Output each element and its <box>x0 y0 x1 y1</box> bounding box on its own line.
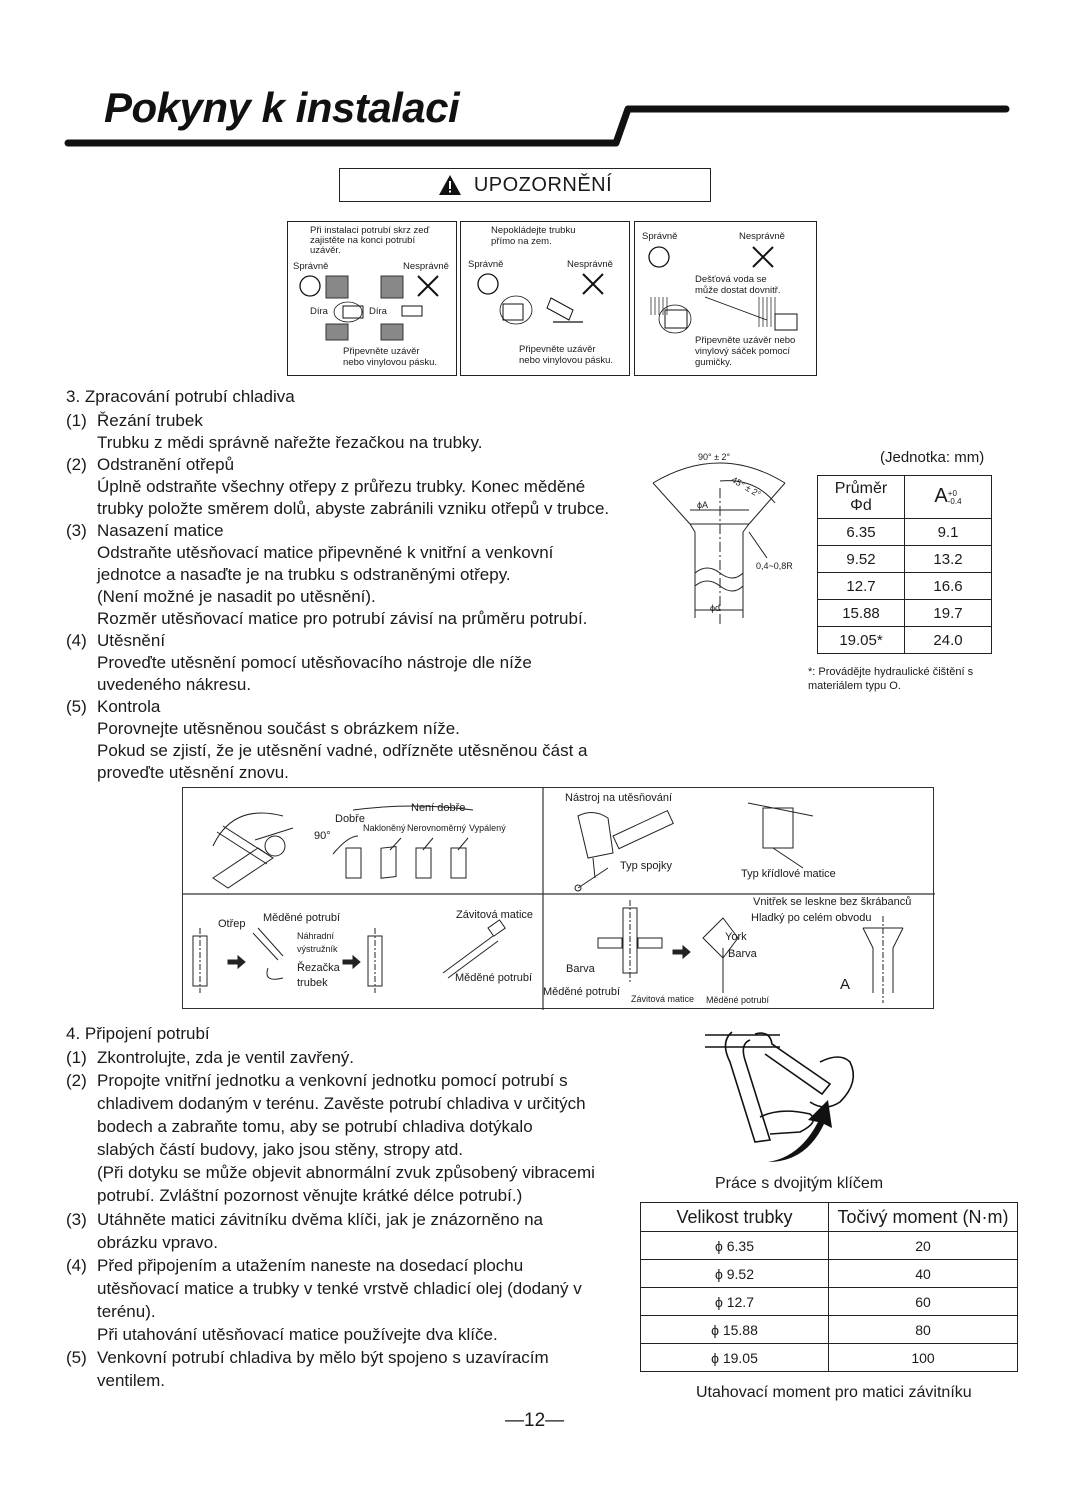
cell-torque: 60 <box>829 1288 1018 1316</box>
correct-label: Správně <box>468 259 504 270</box>
angle-half-label: 45° ± 2° <box>729 474 763 500</box>
reamer-label: Náhradní <box>297 931 335 941</box>
panel-caption-line: gumičky. <box>695 357 732 368</box>
section-3-heading: 3. Zpracování potrubí chladiva <box>66 387 295 406</box>
tools-title: Nástroj na utěsňování <box>565 792 673 804</box>
step-text: terénu). <box>97 1302 156 1321</box>
cell-torque: 40 <box>829 1260 1018 1288</box>
copper-pipe-label: Měděné potrubí <box>455 972 533 984</box>
cell-a: 19.7 <box>905 600 992 627</box>
good-label: Dobře <box>335 813 365 825</box>
correct-circle-icon <box>300 276 320 296</box>
step-text: Propojte vnitřní jednotku a venkovní jednotku pomocí potrubí s <box>97 1071 568 1090</box>
cell-diameter: 15.88 <box>818 600 905 627</box>
panel-text-line: uzávěr. <box>310 245 341 256</box>
rain-warning-line: Dešťová voda se <box>695 274 767 285</box>
incorrect-label: Nesprávně <box>567 259 613 270</box>
incorrect-label: Nesprávně <box>403 261 449 272</box>
copper-pipe-label: Měděné potrubí <box>543 986 621 998</box>
header-rule <box>62 95 1012 155</box>
table-row <box>818 600 992 627</box>
correct-label: Správně <box>642 231 678 242</box>
step-text: Pokud se zjistí, že je utěsnění vadné, odřízněte utěsněnou část a <box>97 741 588 760</box>
table-row <box>641 1344 1018 1372</box>
step-number: (2) <box>66 1071 87 1090</box>
table-row <box>641 1316 1018 1344</box>
step-text: slabých částí budovy, jako jsou stěny, stropy atd. <box>97 1140 463 1159</box>
cell-size: ϕ 6.35 <box>641 1232 829 1260</box>
header-a-label: A <box>934 485 948 507</box>
step-text: Rozměr utěsňovací matice pro potrubí závisí na průměru potrubí. <box>97 609 588 628</box>
panel-caption-line: nebo vinylovou pásku. <box>343 357 438 368</box>
flare-nut-label: Závitová matice <box>456 909 534 921</box>
section-4-heading: 4. Připojení potrubí <box>66 1024 210 1043</box>
step-title: Nasazení matice <box>97 521 224 540</box>
panel-caption-line: vinylový sáček pomocí <box>695 346 791 357</box>
phi-a-label: ϕA <box>697 500 709 510</box>
cutter-label: trubek <box>297 977 328 989</box>
cell-diameter: 9.52 <box>818 546 905 573</box>
rain-warning-line: může dostat dovnitř. <box>695 285 781 296</box>
header-diameter-label: Průměr <box>834 480 888 497</box>
step-text: jednotce a nasaďte je na trubku s odstraněnými otřepy. <box>97 565 511 584</box>
panel-text-line: Při instalaci potrubí skrz zeď <box>310 225 430 236</box>
step-text: (Není možné je nasadit po utěsnění). <box>97 587 376 606</box>
cell-size: ϕ 19.05 <box>641 1344 829 1372</box>
cell-diameter: 12.7 <box>818 573 905 600</box>
step-title: Řezání trubek <box>97 411 203 430</box>
cell-torque: 80 <box>829 1316 1018 1344</box>
page-title: Pokyny k instalaci <box>104 84 460 131</box>
angle-total-label: 90° ± 2° <box>698 452 731 462</box>
incorrect-x-icon <box>753 247 773 267</box>
panel-text-line: Nepokládejte trubku <box>491 225 576 236</box>
step-text: Porovnejte utěsněnou součást s obrázkem níže. <box>97 719 460 738</box>
step-title: Utěsnění <box>97 631 166 650</box>
dimension-table-header <box>818 476 992 519</box>
torque-caption: Utahovací moment pro matici závitníku <box>696 1384 972 1401</box>
tolerance-plus: +0 <box>947 488 957 498</box>
step-text: chladivem dodaným v terénu. Zavěste potrubí chladiva v určitých <box>97 1094 586 1113</box>
torque-table-header <box>641 1203 1018 1232</box>
burnt-label: Vypálený <box>469 823 506 833</box>
cutter-label: Řezačka <box>297 962 340 974</box>
step-text: utěsňovací matice a trubky v tenké vrstvě chladicí olej (dodaný v <box>97 1279 582 1298</box>
cell-diameter: 6.35 <box>818 519 905 546</box>
warning-panel-ground <box>460 221 630 376</box>
correct-circle-icon <box>649 247 669 267</box>
panel-caption-line: Připevněte uzávěr nebo <box>695 335 796 346</box>
header-torque: Točivý moment (N·m) <box>829 1203 1018 1232</box>
step-text: Úplně odstraňte všechny otřepy z průřezu trubky. Konec měděné <box>97 477 586 496</box>
warning-panel-wall <box>287 221 457 376</box>
panel-caption-line: nebo vinylovou pásku. <box>519 355 614 366</box>
burr-label: Otřep <box>218 918 246 930</box>
step-number: (4) <box>66 631 87 650</box>
a-label: A <box>840 976 851 993</box>
header-a <box>905 476 992 519</box>
uneven-label: Nerovnoměrný <box>407 823 467 833</box>
table-row <box>818 573 992 600</box>
table-row <box>641 1232 1018 1260</box>
flaring-diagram <box>182 787 934 1009</box>
footnote-line: materiálem typu O. <box>808 680 901 692</box>
unit-note: (Jednotka: mm) <box>880 449 985 466</box>
dimension-table <box>817 475 992 654</box>
bar-label: Barva <box>728 948 757 960</box>
double-wrench-illustration <box>700 1022 870 1167</box>
step-text: Odstraňte utěsňovací matice připevněné k vnitřní a venkovní <box>97 543 554 562</box>
ground-pipe-illustration <box>461 270 631 330</box>
hole-label: Díra <box>310 306 328 317</box>
step-text: Proveďte utěsnění pomocí utěsňovacího nástroje dle níže <box>97 653 532 672</box>
step-text: bodech a zabraňte tomu, aby se potrubí chladiva dotýkalo <box>97 1117 533 1136</box>
incorrect-label: Nesprávně <box>739 231 785 242</box>
copper-pipe-label: Měděné potrubí <box>263 912 341 924</box>
correct-circle-icon <box>478 274 498 294</box>
cell-torque: 100 <box>829 1344 1018 1372</box>
step-text: trubky položte směrem dolů, abyste zabránili vzniku otřepů v trubce. <box>97 499 610 518</box>
rotation-arrow-icon <box>768 1100 832 1162</box>
correct-label: Správně <box>293 261 329 272</box>
step-text: proveďte utěsnění znovu. <box>97 763 289 782</box>
cell-a: 9.1 <box>905 519 992 546</box>
table-row <box>818 519 992 546</box>
footnote-line: *: Provádějte hydraulické čištění s <box>808 666 974 678</box>
step-number: (5) <box>66 1348 87 1367</box>
step-number: (4) <box>66 1256 87 1275</box>
step-title: Kontrola <box>97 697 161 716</box>
step-number: (1) <box>66 411 87 430</box>
step-text: potrubí. Zvláštní pozornost věnujte krátké délce potrubí.) <box>97 1186 523 1205</box>
table-row <box>818 546 992 573</box>
step-number: (3) <box>66 521 87 540</box>
panel-text-line: zajistěte na konci potrubí <box>310 235 416 246</box>
cell-torque: 20 <box>829 1232 1018 1260</box>
header-diameter <box>818 476 905 519</box>
step-text: Venkovní potrubí chladiva by mělo být spojeno s uzavíracím <box>97 1348 549 1367</box>
step-number: (5) <box>66 697 87 716</box>
step-text: Trubku z mědi správně nařežte řezačkou na trubky. <box>97 433 483 452</box>
step-text: Při utahování utěsňovací matice používejte dva klíče. <box>97 1325 498 1344</box>
not-good-label: Není dobře <box>411 802 466 814</box>
cell-a: 16.6 <box>905 573 992 600</box>
step-text: (Při dotyku se může objevit abnormální zvuk způsobený vibracemi <box>97 1163 595 1182</box>
page-number: —12— <box>505 1410 565 1431</box>
warning-panel-rain <box>634 221 817 376</box>
york-label: York <box>725 931 747 943</box>
step-text: ventilem. <box>97 1371 166 1390</box>
tolerance-minus: -0.4 <box>947 496 962 506</box>
incorrect-x-icon <box>583 274 603 294</box>
hole-label: Díra <box>369 306 387 317</box>
tilted-label: Nakloněný <box>363 823 406 833</box>
step-title: Odstranění otřepů <box>97 455 235 474</box>
warning-triangle-icon <box>438 174 462 196</box>
cell-size: ϕ 9.52 <box>641 1260 829 1288</box>
table-row <box>818 627 992 654</box>
panel-caption-line: Připevněte uzávěr <box>519 344 596 355</box>
cell-a: 13.2 <box>905 546 992 573</box>
panel-caption-line: Připevněte uzávěr <box>343 346 420 357</box>
copper-pipe-label: Měděné potrubí <box>706 995 770 1005</box>
header-diameter-symbol: Φd <box>850 497 872 514</box>
table-row <box>641 1288 1018 1316</box>
reamer-label: výstružník <box>297 944 338 954</box>
clutch-type-label: Typ spojky <box>620 860 672 872</box>
bar-label: Barva <box>566 963 595 975</box>
radius-label: 0,4~0,8R <box>756 561 793 571</box>
wrench-caption: Práce s dvojitým klíčem <box>715 1175 884 1192</box>
cell-size: ϕ 12.7 <box>641 1288 829 1316</box>
flare-nut-label: Závitová matice <box>631 994 695 1004</box>
incorrect-x-icon <box>418 276 438 296</box>
header-pipe-size: Velikost trubky <box>641 1203 829 1232</box>
phi-d-label: ϕd <box>710 603 721 613</box>
smooth-label: Hladký po celém obvodu <box>751 912 872 924</box>
warning-label: UPOZORNĚNÍ <box>473 173 613 196</box>
flare-dimension-drawing <box>645 448 810 628</box>
step-number: (3) <box>66 1210 87 1229</box>
cell-size: ϕ 15.88 <box>641 1316 829 1344</box>
step-text: Utáhněte matici závitníku dvěma klíči, jak je znázorněno na <box>97 1210 544 1229</box>
step-number: (2) <box>66 455 87 474</box>
table-row <box>641 1260 1018 1288</box>
cell-diameter: 19.05* <box>818 627 905 654</box>
cell-a: 24.0 <box>905 627 992 654</box>
torque-table <box>640 1202 1018 1372</box>
step-text: Před připojením a utažením naneste na dosedací plochu <box>97 1256 524 1275</box>
wingnut-type-label: Typ křídlové matice <box>741 868 836 880</box>
inner-shiny-label: Vnitřek se leskne bez škrábanců <box>753 896 912 908</box>
step-text: uvedeného nákresu. <box>97 675 252 694</box>
step-text: Zkontrolujte, zda je ventil zavřený. <box>97 1048 355 1067</box>
angle-90-label: 90° <box>314 830 331 842</box>
step-number: (1) <box>66 1048 87 1067</box>
step-text: obrázku vpravo. <box>97 1233 218 1252</box>
panel-text-line: přímo na zem. <box>491 236 552 247</box>
warning-banner <box>339 168 711 202</box>
